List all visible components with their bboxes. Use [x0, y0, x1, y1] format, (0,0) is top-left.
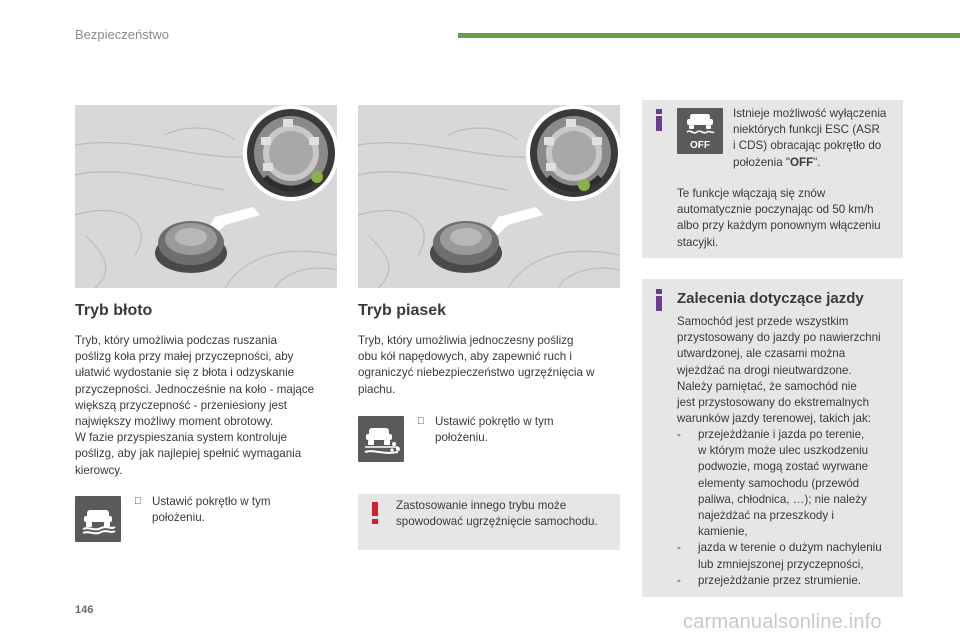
- warning-icon: [371, 502, 379, 524]
- text-line: jazda w terenie o dużym nachyleniu: [698, 541, 882, 555]
- text-fragment: ".: [813, 155, 821, 169]
- watermark: carmanualsonline.info: [683, 611, 882, 633]
- text-line: albo przy każdym ponownym włączeniu: [677, 219, 881, 233]
- mud-mode-dial-photo: [75, 105, 337, 288]
- list-dash: -: [677, 541, 681, 555]
- text-line: piachu.: [358, 382, 396, 396]
- list-item: [677, 427, 903, 540]
- sand-mode-description: [358, 333, 623, 398]
- text-line: największy możliwy moment obrotowy.: [75, 415, 274, 429]
- driving-recommendations-box: [642, 279, 903, 597]
- recommendations-title: Zalecenia dotyczące jazdy: [677, 290, 864, 307]
- list-item: [677, 540, 903, 572]
- text-line: paliwa, chłodnica, …); nie należy: [698, 492, 867, 506]
- recommendations-list: [677, 427, 903, 589]
- text-line: spowodować ugrzęźnięcie samochodu.: [396, 515, 598, 529]
- text-line: wjeżdżać na drogi nieutwardzone.: [677, 363, 852, 377]
- list-dash: -: [677, 573, 681, 587]
- text-line: obu kół napędowych, aby zapewnić ruch i: [358, 350, 572, 364]
- info-icon: [654, 109, 664, 131]
- off-emphasis: OFF: [789, 155, 814, 169]
- sand-mode-icon: [358, 416, 404, 462]
- text-line: i CDS) obracając pokrętło do: [733, 139, 882, 153]
- sand-mode-dial-photo: [358, 105, 620, 288]
- esc-off-description: [733, 106, 901, 171]
- list-item: [677, 573, 903, 589]
- info-icon: [654, 289, 664, 311]
- text-line: w którym może ulec uszkodzeniu: [698, 444, 869, 458]
- esc-reactivation-description: [677, 186, 901, 251]
- text-line: elementy samochodu (przewód: [698, 476, 860, 490]
- text-line: niektórych funkcji ESC (ASR: [733, 123, 880, 137]
- mud-mode-description: [75, 333, 345, 479]
- text-line: ułatwić wydostanie się z błota i odzyskanie: [75, 366, 295, 380]
- header-title: Bezpieczeństwo: [75, 27, 169, 42]
- text-line: Tryb, który umożliwia jednoczesny poślizg: [358, 334, 574, 347]
- text-line: lub zmniejszonej przyczepności,: [698, 557, 864, 571]
- text-line: większą przyczepność - przeniesiony jest: [75, 398, 287, 412]
- text-line: W fazie przyspieszania system kontroluje: [75, 431, 287, 445]
- sand-mode-step: [417, 414, 617, 446]
- text-line: Należy pamiętać, że samochód nie: [677, 379, 857, 393]
- sand-mode-title: Tryb piasek: [358, 302, 447, 319]
- text-line: warunków jazdy terenowej, takich jak:: [677, 412, 871, 426]
- text-line: podwozie, mogą zostać wyrwane: [698, 460, 869, 474]
- text-line: przystosowany do jazdy po nawierzchni: [677, 331, 881, 345]
- text-line: kamienie,: [698, 525, 748, 539]
- text-line: Samochód jest przede wszystkim: [677, 315, 849, 328]
- step-bullet-icon: [134, 494, 142, 510]
- header-accent-bar: [458, 33, 960, 38]
- recommendations-intro: [677, 314, 901, 427]
- mud-mode-icon: [75, 496, 121, 542]
- text-line: kierowcy.: [75, 463, 123, 477]
- text-fragment: położenia ": [733, 155, 790, 169]
- text-line: poślizg, aby jak najlepiej spełnić wymagania: [75, 447, 302, 461]
- text-line: przyczepności. Jednocześnie na koło - mające: [75, 382, 315, 396]
- text-line: najeżdżać na przeszkody i: [698, 509, 834, 523]
- step-line: położeniu.: [435, 431, 488, 445]
- list-dash: -: [677, 428, 681, 441]
- text-line: utwardzonej, ale czasami można: [677, 347, 846, 361]
- step-bullet-icon: [417, 414, 425, 430]
- mud-mode-step: [134, 494, 334, 526]
- text-line: Istnieje możliwość wyłączenia: [733, 107, 887, 120]
- warning-text: [396, 498, 616, 530]
- esc-info-box: [642, 100, 903, 258]
- step-line: Ustawić pokrętło w tym: [152, 495, 271, 508]
- step-line: Ustawić pokrętło w tym: [435, 415, 554, 428]
- text-line: Te funkcje włączają się znów: [677, 187, 826, 200]
- text-line: przejeżdżanie przez strumienie.: [698, 573, 862, 587]
- step-line: położeniu.: [152, 511, 205, 525]
- esc-off-label: OFF: [690, 140, 710, 151]
- esc-off-icon: [677, 108, 723, 154]
- page-number: 146: [75, 604, 94, 616]
- text-line: stacyjki.: [677, 235, 719, 249]
- text-line: automatycznie poczynając od 50 km/h: [677, 203, 874, 217]
- mud-mode-title: Tryb błoto: [75, 302, 153, 319]
- text-line: [733, 155, 901, 171]
- text-line: Tryb, który umożliwia podczas ruszania: [75, 334, 277, 347]
- warning-box: [358, 494, 620, 550]
- text-line: ograniczyć niebezpieczeństwo ugrzęźnięcia w: [358, 366, 595, 380]
- text-line: Zastosowanie innego trybu może: [396, 499, 567, 512]
- text-line: poślizg koła przy małej przyczepności, aby: [75, 350, 294, 364]
- text-line: przejeżdżanie i jazda po terenie,: [698, 428, 865, 441]
- text-line: jest przystosowany do ekstremalnych: [677, 396, 870, 410]
